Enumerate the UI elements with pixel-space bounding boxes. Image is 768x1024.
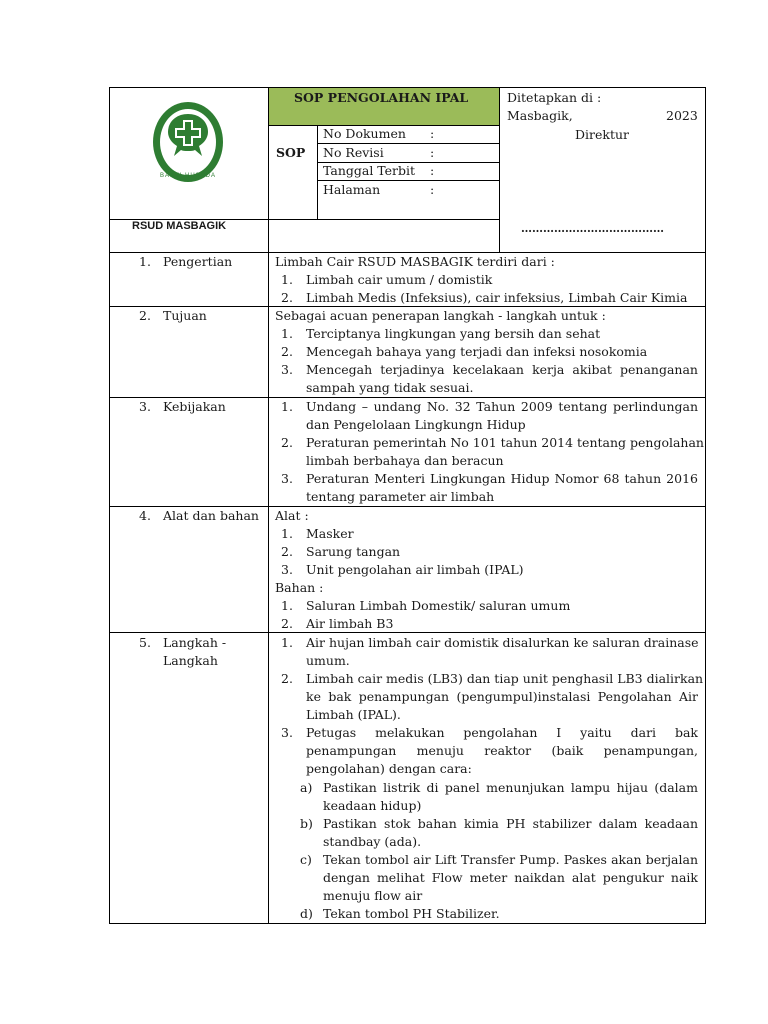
list-number: 2.	[281, 544, 293, 559]
list-number: 3.	[281, 362, 293, 377]
sublist-letter: d)	[300, 906, 313, 921]
sublist-letter: a)	[300, 780, 313, 795]
list-number: 1.	[281, 635, 293, 650]
list-item: Sarung tangan	[306, 544, 401, 559]
sublist-item: Tekan tombol PH Stabilizer.	[323, 906, 500, 921]
alat-label: Alat :	[275, 508, 309, 523]
list-item: Masker	[306, 526, 354, 541]
section-label: Langkah -	[163, 635, 227, 650]
section-label: Tujuan	[163, 308, 207, 323]
section-label: Alat dan bahan	[163, 508, 259, 523]
rule	[109, 923, 705, 924]
section-label: Pengertian	[163, 254, 233, 269]
sublist-item: Tekan tombol air Lift Transfer Pump. Paskes akan berjalan	[323, 852, 698, 867]
rule	[109, 632, 705, 633]
section-number: 5.	[139, 635, 151, 650]
list-item: Limbah cair medis (LB3) dan tiap unit penghasil LB3 dialirkan	[306, 671, 704, 686]
rule	[317, 125, 318, 220]
section-number: 1.	[139, 254, 151, 269]
list-item: Terciptanya lingkungan yang bersih dan sehat	[306, 326, 601, 341]
field-tanggal-terbit: Tanggal Terbit	[323, 163, 416, 178]
field-colon: :	[430, 163, 435, 178]
sublist-letter: c)	[300, 852, 312, 867]
list-number: 3.	[281, 725, 293, 740]
field-no-dokumen: No Dokumen	[323, 126, 406, 141]
list-item: Peraturan pemerintah No 101 tahun 2014 tentang pengolahan	[306, 435, 704, 450]
list-item-cont: tentang parameter air limbah	[306, 489, 495, 504]
section-number: 3.	[139, 399, 151, 414]
list-number: 2.	[281, 435, 293, 450]
list-item: Air limbah B3	[306, 616, 394, 631]
list-number: 3.	[281, 562, 293, 577]
list-item-cont: Limbah (IPAL).	[306, 707, 401, 722]
list-item: Air hujan limbah cair domistik disalurkan ke saluran drainase	[306, 635, 699, 650]
section-number: 4.	[139, 508, 151, 523]
list-number: 1.	[281, 526, 293, 541]
list-number: 2.	[281, 344, 293, 359]
list-item: Mencegah bahaya yang terjadi dan infeksi nosokomia	[306, 344, 648, 359]
ditetapkan-label: Ditetapkan di :	[507, 90, 602, 105]
hospital-name: RSUD MASBAGIK	[132, 220, 227, 232]
list-item-cont: ke bak penampungan (pengumpul)instalasi Pengolahan Air	[306, 689, 698, 704]
section-label: Kebijakan	[163, 399, 226, 414]
place-text: Masbagik,	[507, 108, 573, 123]
list-number: 1.	[281, 326, 293, 341]
rule	[268, 87, 269, 252]
direktur-label: Direktur	[575, 127, 630, 142]
list-item: Limbah cair umum / domistik	[306, 272, 493, 287]
section-label-cont: Langkah	[163, 653, 218, 668]
section-intro: Sebagai acuan penerapan langkah - langkah untuk :	[275, 308, 606, 323]
list-item-cont: sampah yang tidak sesuai.	[306, 380, 474, 395]
list-item-cont: dan Pengelolaan Lingkungn Hidup	[306, 417, 526, 432]
list-item-cont: limbah berbahaya dan beracun	[306, 453, 504, 468]
signature-line: …………………………………	[521, 222, 664, 235]
list-number: 3.	[281, 471, 293, 486]
field-colon: :	[430, 145, 435, 160]
section-number: 2.	[139, 308, 151, 323]
list-item: Peraturan Menteri Lingkungan Hidup Nomor 68 tahun 2016	[306, 471, 698, 486]
sublist-item-cont: standbay (ada).	[323, 834, 422, 849]
section-intro: Limbah Cair RSUD MASBAGIK terdiri dari :	[275, 254, 555, 269]
list-item: Limbah Medis (Infeksius), cair infeksius, Limbah Cair Kimia	[306, 290, 688, 305]
list-item: Mencegah terjadinya kecelakaan kerja akibat penanganan	[306, 362, 698, 377]
rule	[109, 87, 705, 88]
list-number: 2.	[281, 616, 293, 631]
list-number: 2.	[281, 671, 293, 686]
list-item-cont: penampungan menuju reaktor (baik penampungan,	[306, 743, 698, 758]
rule	[499, 87, 500, 252]
list-item-cont: umum.	[306, 653, 350, 668]
field-colon: :	[430, 182, 435, 197]
sublist-letter: b)	[300, 816, 313, 831]
list-number: 2.	[281, 290, 293, 305]
list-number: 1.	[281, 598, 293, 613]
list-item: Unit pengolahan air limbah (IPAL)	[306, 562, 524, 577]
rule	[705, 87, 706, 924]
list-number: 1.	[281, 399, 293, 414]
list-item: Undang – undang No. 32 Tahun 2009 tentang perlindungan	[306, 399, 698, 414]
list-number: 1.	[281, 272, 293, 287]
sublist-item-cont: keadaan hidup)	[323, 798, 422, 813]
sop-label: SOP	[276, 145, 306, 160]
logo-text: BAKTI HUSADA	[160, 173, 217, 179]
sublist-item: Pastikan listrik di panel menunjukan lampu hijau (dalam	[323, 780, 698, 795]
doc-title: SOP PENGOLAHAN IPAL	[294, 90, 469, 105]
sublist-item-cont: menuju flow air	[323, 888, 423, 903]
list-item: Saluran Limbah Domestik/ saluran umum	[306, 598, 571, 613]
year-text: 2023	[666, 108, 698, 123]
rule	[268, 252, 269, 924]
sublist-item-cont: dengan melihat Flow meter naikdan alat pengukur naik	[323, 870, 698, 885]
field-colon: :	[430, 126, 435, 141]
field-no-revisi: No Revisi	[323, 145, 384, 160]
field-halaman: Halaman	[323, 182, 381, 197]
bahan-label: Bahan :	[275, 580, 324, 595]
list-item-cont: pengolahan) dengan cara:	[306, 761, 472, 776]
sublist-item: Pastikan stok bahan kimia PH stabilizer dalam keadaan	[323, 816, 698, 831]
list-item: Petugas melakukan pengolahan I yaitu dari bak	[306, 725, 698, 740]
